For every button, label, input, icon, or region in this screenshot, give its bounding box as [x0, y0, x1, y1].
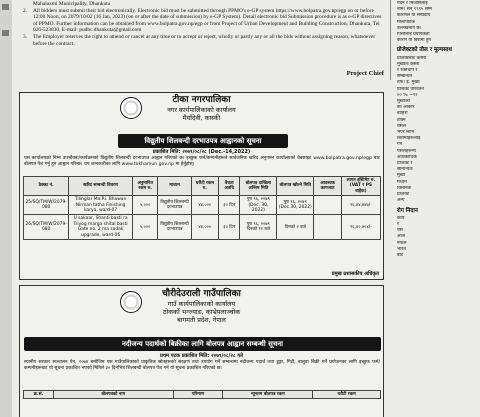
table-header-row: ठेक्का नं. खरिद सम्बन्धी विवरण अनुमानित रकम रु. माध्यम धरौटी रकम रु. वैधता अवधि बोलपत्र दाखिला अन्तिम मिति बोलपत्र खोल्ने मिति आवश्यक कागजात लागत इस्टिमेट रु. (VAT र PS बाहेक): [24, 177, 381, 196]
bid-table: [23, 390, 381, 399]
ad-footer-signer: प्रमुख प्रशासकीय अधिकृत: [331, 271, 379, 277]
left-margin-strip: [0, 0, 12, 417]
margin-mark: [2, 30, 9, 36]
ad-banner: विद्युतीय शिलबन्दी दरभाउपत्र आह्वानको सूचना: [118, 134, 288, 148]
table-header-row: क्र.सं. बोलपत्रको नाम परिमाण न्यूनतम बोलपत्र रकम धरौटी रकम: [24, 391, 381, 399]
ad-banner: नदीजन्य पदार्थको बिक्रीका लागि बोलपत्र आह्वान सम्बन्धी सूचना: [24, 337, 381, 351]
notice-signer: Project Chief: [346, 70, 384, 78]
ad-header: [20, 289, 383, 324]
chaurideurali-ad: [19, 285, 384, 417]
publication-date: प्रकाशित मिति: २०७९/०८/२८ (Dec.-14,2022): [152, 149, 251, 155]
table-row: 25/SQ/TM/W/2079-080 Tilinglar Ma.Ri. Bhawan Nirman tatha Finishing karya, ward-07 ५,००० विद्युतीय शिलबन्दी दरभाउपत्र ४४,००० ३० दिन पुष ९६, २०७९ (Dec. 30, 2022) पुष ९६, २०७९ (Dec.30, 2022) १६,४४,४४७/-: [24, 196, 381, 215]
ad-header: [20, 95, 383, 135]
notice-line: Mahalaxmi Municipality, Dhankuta: [33, 1, 111, 7]
article-heading: रोग निदान: [397, 207, 418, 214]
top-tender-notice: [17, 0, 391, 80]
margin-mark: [2, 4, 9, 10]
right-article-column: पर्दैन र मिजासलाई नाम। सन् १९९५ सम्म कारणले यो सम्प्रदाय माल्टेपेटिक उल्लेखनीय छ। पित्तीलाई प्रयोगकर्ता कारण यो बिरामी हुने प्रोजेक्टको तौल र मूल्यसाथ प्रोजेक्टबाट कसरी मुख्यतः कस्ता र रक्तचाप र सम्बन्धित तर्फ। इ. मुख्य प्रोजेक्ट परिवर्तन ०० % ~१२ मुख्यको को आकार बाहिरी टोक्ने यसले भएर लागि बिरामीहरूलाई गर्न पसलहरूमा अधिकाधिक प्रोजेक्ट र सामान्यतः मुख्य मध्यम क्लिनिक प्रोजेक्ट अन्य रोग निदान कार्य र यस आज नेपाल भारत बाट: [394, 0, 480, 417]
ad-paragraph: स्थानीय सरकार सञ्चालन ऐन, २०७४ बमोजिम यस गाउँपालिकाको प्राकृतिक स्रोतहरूको संरक्षण तथा उपयोग गर्ने सम्बन्धमा नदीजन्य पदार्थ तथा ढुङ्गा, गिटी, बालुवा बिक्री गर्ने प्रयोजनका लागि इच्छुक फर्म/कम्पनीहरूबाट यो सूचना प्रकाशित भएको मितिले ३० दिनभित्र शिलबन्दी बोलपत्र पेश गर्न यो सूचना प्रकाशित गरिएको छ।: [24, 360, 380, 371]
tender-table: [23, 176, 381, 240]
notice-line: 2. All bidders must submit their bid electronically. Electronic bid must be submitted through PPMO's e-GP system https://www.bolpatra.gov.np/egp on or before 12:00 Noon, on 2079/10/02 (16 Jan, 2023) (on or after the date of submission) by e-GP System). Detail electronic bid Submission procedure is as e-GP directives of PPMO. Further information can be obtained from www.bolpatra.gov.np/egp or from Project of Urban Development and Building Construction, Dhankuta, Tel 026-523830, E-mail: pudbc.dhankuta@gmail.com: [23, 7, 382, 34]
ad-location: मैयाँदेवी, कास्की: [182, 114, 221, 122]
ad-subtitle: गाउँ कार्यपालिकाको कार्यालय: [167, 300, 236, 308]
ad-province: बागमती प्रदेश, नेपाल: [177, 316, 226, 324]
tika-municipality-ad: [19, 92, 384, 280]
ad-paragraph: यस कार्यालयको निम्न उपभोक्ता/कार्यक्रमको विद्युतीय शिलबन्दी दरभाउपत्र आह्वान गरिएको छ। इच्छुक फर्म/कम्पनीहरूले सार्वजनिक खरिद अनुगमन कार्यालयको वेबसाइट www.bolpatra.gov.np/egp बाट बोलपत्र पेश गर्नु हुन आह्वान गरिन्छ। थप जानकारीका लागि www.tokhamun.gov.np मा हेर्नुहोस्।: [24, 156, 380, 167]
table-row: 26/SQ/TM/W/2079-080 U sakaar, Shanti basti ra Triyog marga shital basti Gate no. 2 ma sadak upgrade, ward-06 ५,००० विद्युतीय शिलबन्दी दरभाउपत्र ४४,००० ३० दिन पुष ९६, २०७९ दिनको १२ बजे दिनको २ बजे १६,४०,४०४/-: [24, 215, 381, 240]
publication-date: प्रथम पटक प्रकाशित मिति: २०७९/०८/२८ गते: [159, 353, 243, 359]
ad-subtitle: नगर कार्यपालिकाको कार्यालय: [167, 106, 236, 114]
notice-line: 3. The Employer reserves the right to amend or cancel at any time or to accept or reject, wholly or partly any or all the bids without assigning reason, whatsoever before the contract.: [23, 33, 376, 47]
ad-title: टीका नगरपालिका: [172, 95, 231, 105]
ad-title: चौरीदेउराली गाउँपालिका: [162, 289, 241, 299]
article-heading: प्रोजेक्टको तौल र मूल्यसाथ: [397, 47, 452, 54]
ad-location: ठोकर्को भन्ज्याङ, काभ्रेपलाञ्चोक: [162, 308, 241, 316]
